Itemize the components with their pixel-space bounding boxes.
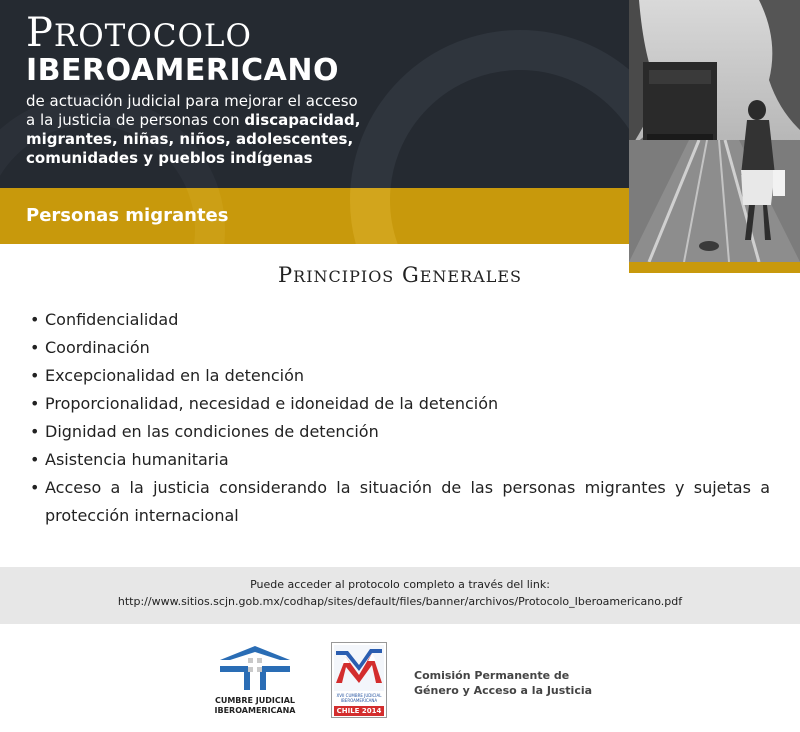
cumbre-judicial-logo-icon — [214, 644, 296, 694]
principles-list — [30, 306, 770, 530]
section-title: PRINCIPIOS GENERALES — [278, 263, 522, 287]
comision-text — [414, 668, 592, 698]
list-item: • Coordinación — [30, 334, 770, 362]
comision-line2: Género y Acceso a la Justicia — [414, 684, 593, 697]
list-item: • Asistencia humanitaria — [30, 446, 770, 474]
comision-line1: Comisión Permanente de — [414, 669, 570, 682]
list-item: • Acceso a la justicia considerando la situación de las personas migrantes y sujetas a protección internacional — [30, 474, 770, 530]
link-intro: Puede acceder al protocolo completo a través del link: — [250, 578, 550, 591]
subtitle-bold: discapacidad, migrantes, niñas, niños, adolescentes, comunidades y pueblos indígenas — [26, 111, 361, 167]
list-item: • Dignidad en las condiciones de detención — [30, 418, 770, 446]
title-iberoamericano: IBEROAMERICANO — [26, 53, 339, 88]
protocol-link[interactable]: http://www.sitios.scjn.gob.mx/codhap/sites/default/files/banner/archivos/Protocolo_Iberoamericano.pdf — [117, 595, 683, 608]
category-band — [0, 188, 629, 244]
link-bar — [0, 567, 800, 624]
category-label: Personas migrantes — [26, 205, 229, 226]
title-protocolo: PROTOCOLO — [26, 10, 252, 56]
list-item: • Excepcionalidad en la detención — [30, 362, 770, 390]
cumbre-logo-line1: CUMBRE JUDICIAL — [214, 696, 296, 705]
list-item: • Confidencialidad — [30, 306, 770, 334]
migrant-train-photo — [629, 0, 800, 262]
subtitle — [26, 92, 366, 168]
chile-2014-logo-icon — [332, 643, 386, 693]
header-panel — [0, 0, 629, 188]
cumbre-logo-line2: IBEROAMERICANA — [214, 706, 296, 715]
train-tracks-photo-icon — [629, 0, 800, 262]
subtitle-plain: de actuación judicial para mejorar el acceso a la justicia de personas con — [26, 92, 358, 129]
chile-2014-logo — [331, 642, 387, 718]
cumbre-judicial-logo — [214, 644, 296, 720]
list-item: • Proporcionalidad, necesidad e idoneidad de la detención — [30, 390, 770, 418]
chile-logo-text: CHILE 2014 — [334, 706, 384, 716]
chile-logo-small-text: XVII CUMBRE JUDICIAL IBEROAMERICANA — [336, 693, 382, 703]
